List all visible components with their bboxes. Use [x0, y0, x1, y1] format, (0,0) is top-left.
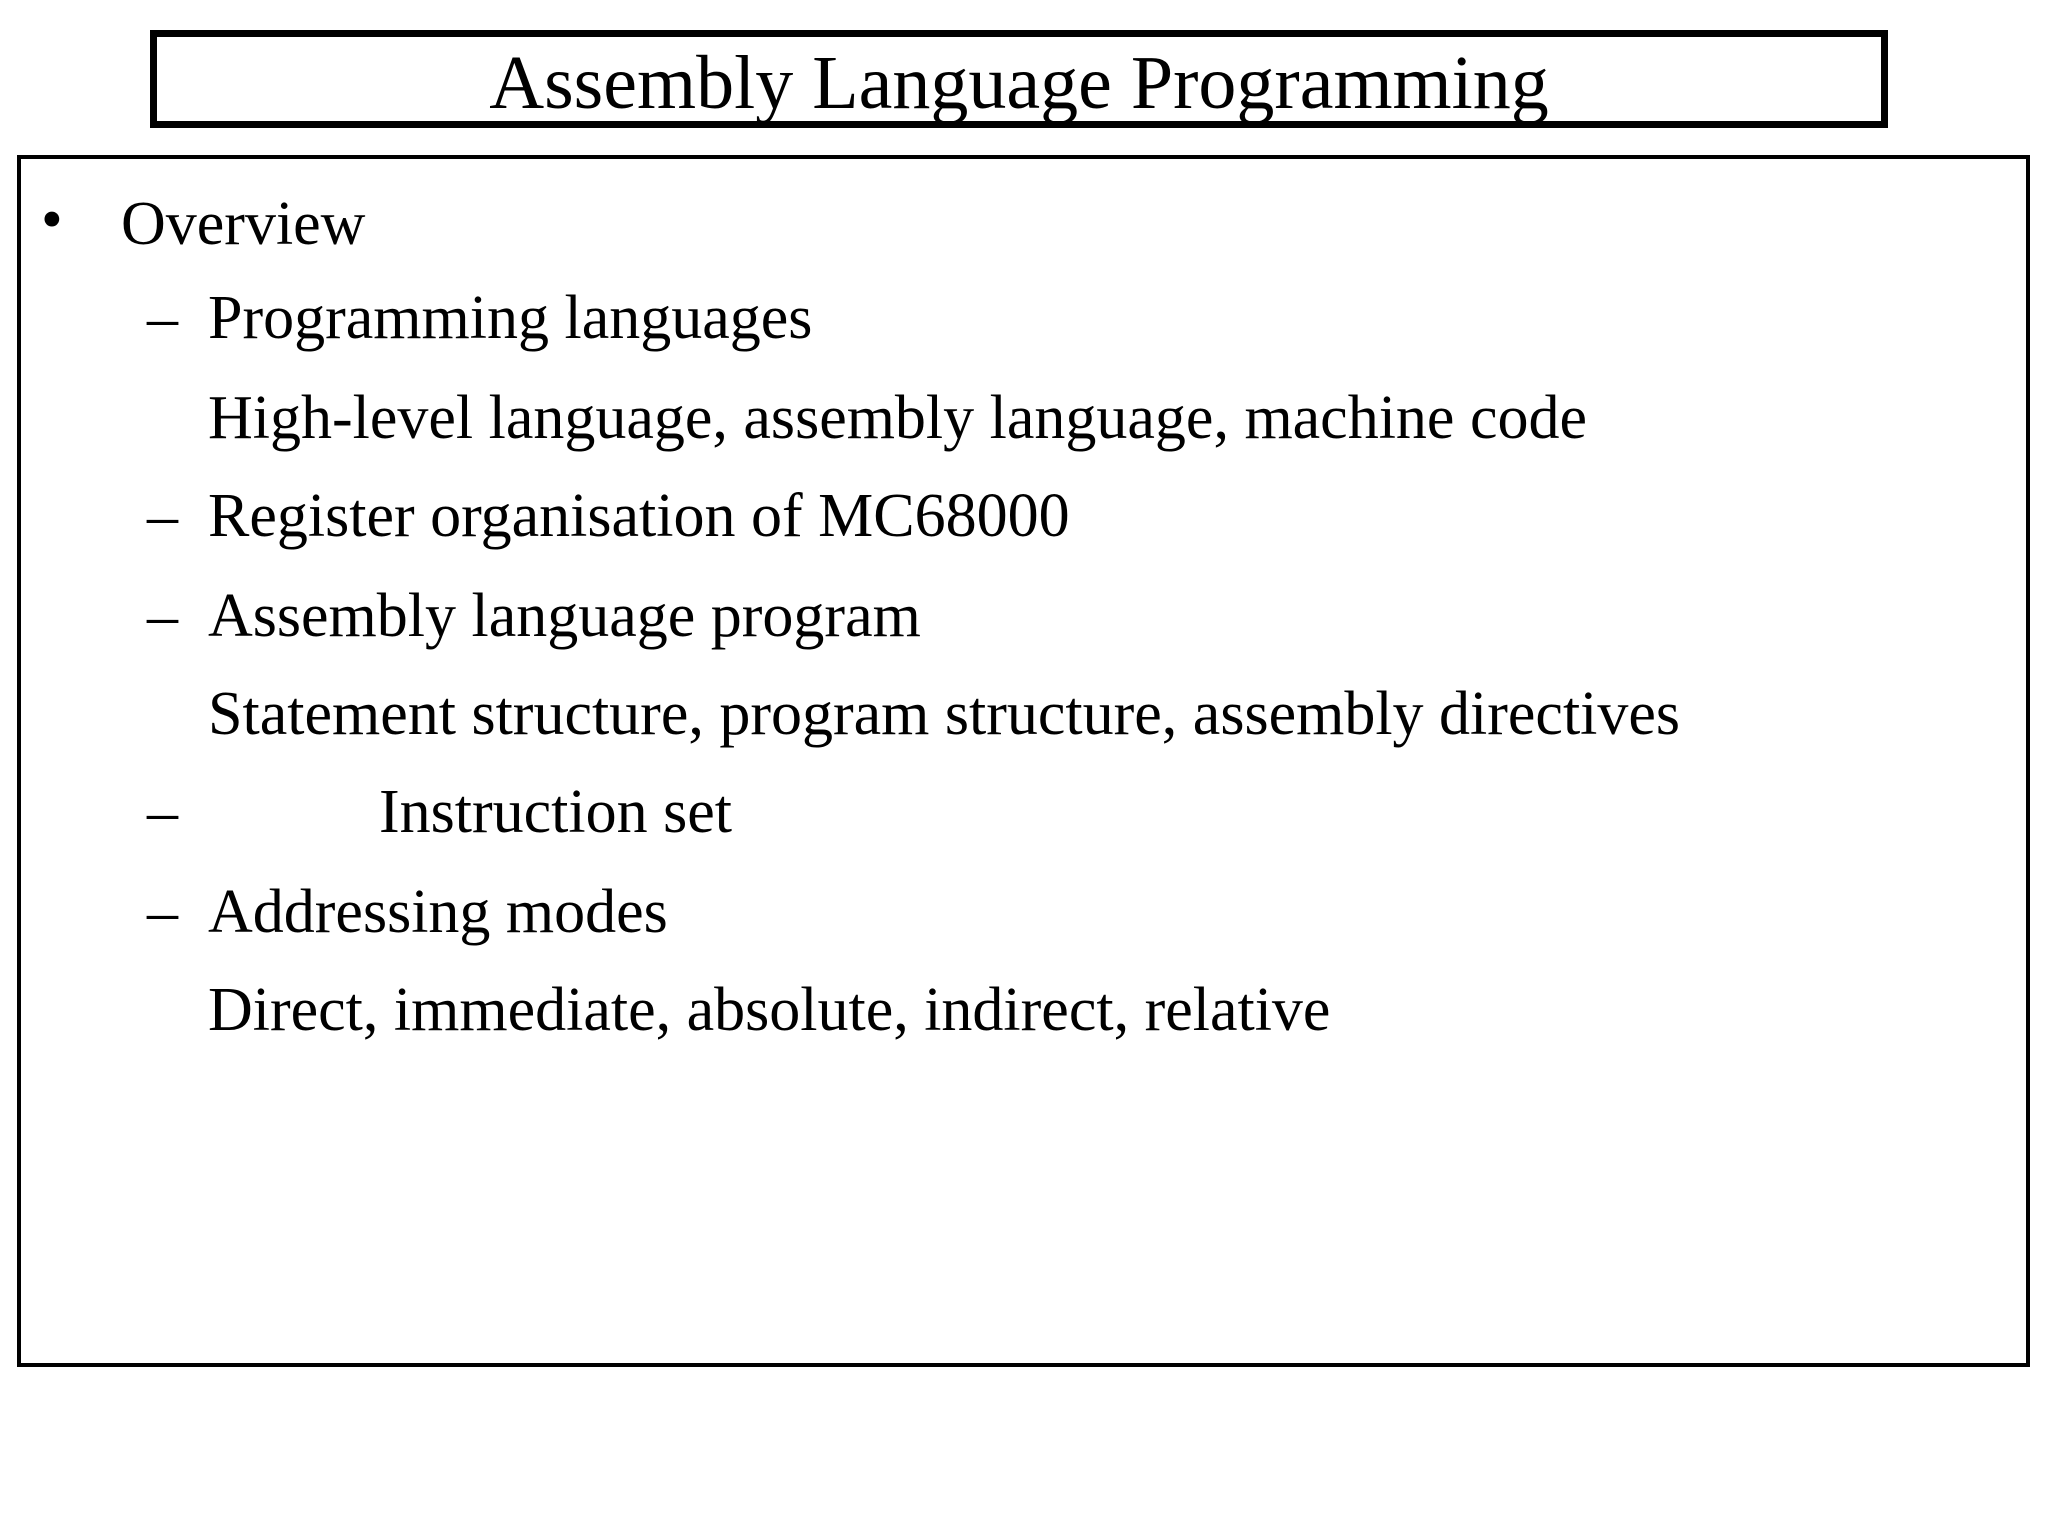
sub-item-register-organisation: Register organisation of MC68000	[208, 482, 1070, 550]
bullet-overview: Overview	[121, 190, 366, 258]
dash-marker: –	[147, 284, 178, 352]
dash-marker: –	[147, 582, 178, 650]
sub-item-detail-program: Statement structure, program structure, assembly directives	[208, 680, 1681, 748]
sub-item-addressing-modes: Addressing modes	[208, 878, 668, 946]
sub-item-programming-languages: Programming languages	[208, 284, 813, 352]
sub-item-detail-languages: High-level language, assembly language, machine code	[208, 384, 1587, 452]
slide-content-box	[17, 155, 2030, 1367]
sub-item-instruction-set: Instruction set	[379, 778, 732, 846]
slide-title-box	[150, 30, 1888, 128]
sub-item-assembly-program: Assembly language program	[208, 582, 921, 650]
dash-marker: –	[147, 878, 178, 946]
sub-item-detail-addressing: Direct, immediate, absolute, indirect, relative	[208, 976, 1331, 1044]
dash-marker: –	[147, 778, 178, 846]
slide-title: Assembly Language Programming	[489, 41, 1549, 125]
dash-marker: –	[147, 482, 178, 550]
bullet-marker: •	[41, 186, 63, 254]
